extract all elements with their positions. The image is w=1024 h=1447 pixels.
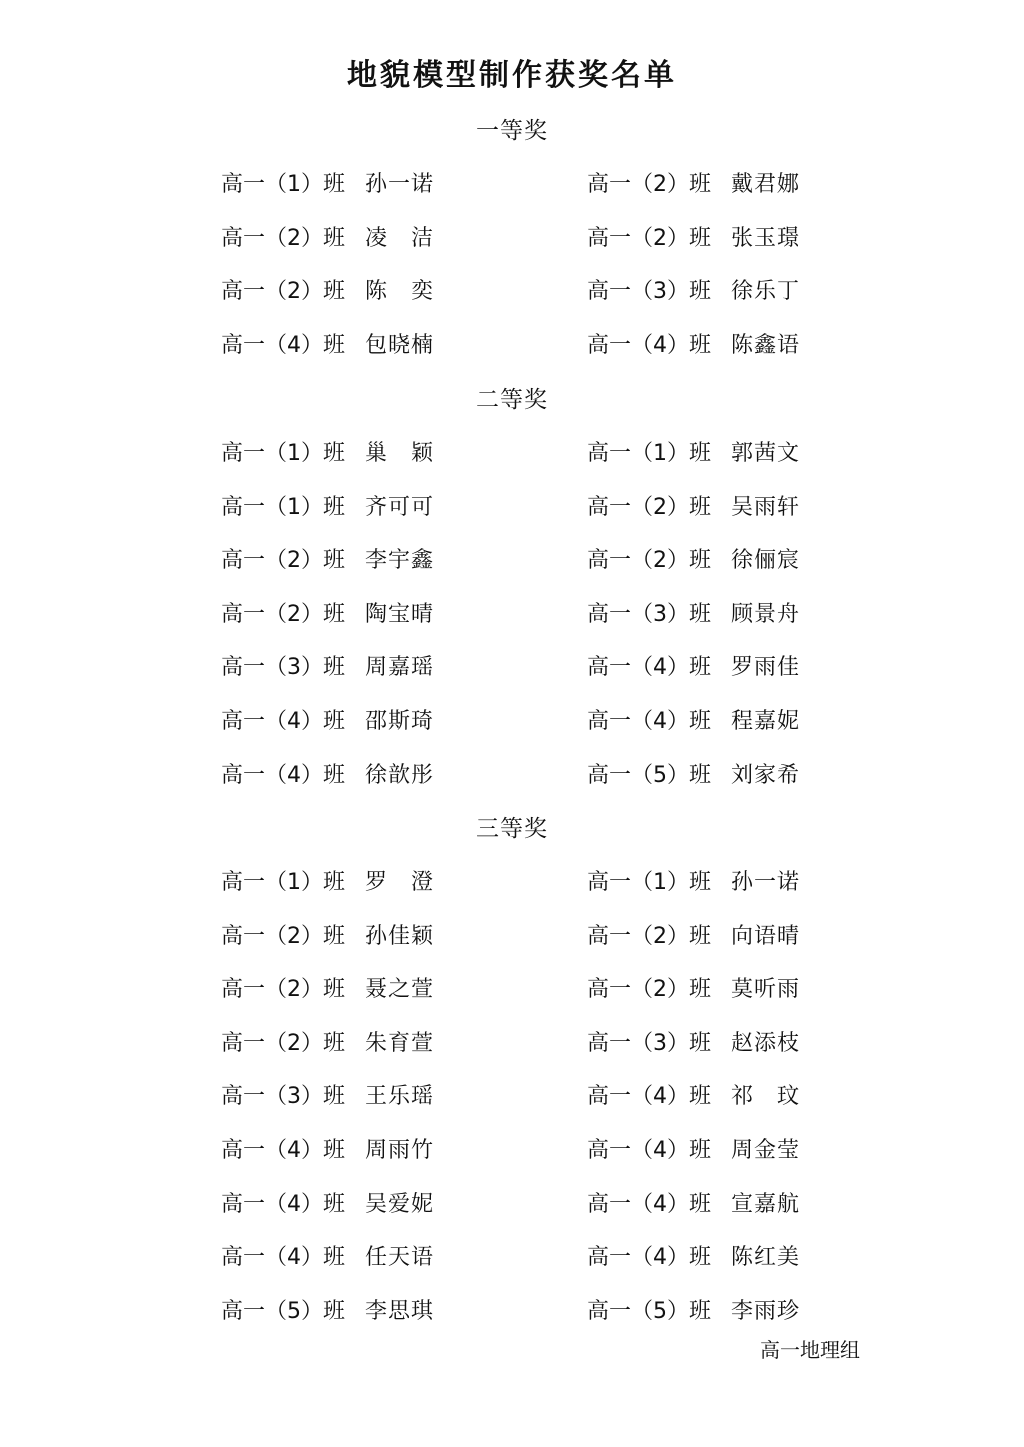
- winner-name: 孙佳颖: [365, 924, 435, 949]
- winner-name: 刘家希: [731, 763, 801, 788]
- winner-name: 祁 玟: [731, 1084, 801, 1109]
- winner-class: 高一（2）班: [587, 172, 711, 197]
- winner-entry: [221, 759, 434, 793]
- winner-name: 包晓楠: [365, 333, 435, 358]
- winner-class: 高一（4）班: [587, 333, 711, 358]
- winner-class: 高一（2）班: [221, 226, 345, 251]
- winner-entry: [587, 437, 800, 471]
- winner-name: 向语晴: [731, 924, 801, 949]
- winner-entry: [587, 1027, 800, 1061]
- winner-class: 高一（4）班: [221, 1245, 345, 1270]
- winner-class: 高一（4）班: [221, 1138, 345, 1163]
- winner-class: 高一（2）班: [587, 226, 711, 251]
- winner-entry: [221, 973, 434, 1007]
- winner-name: 李宇鑫: [365, 548, 435, 573]
- winner-name: 戴君娜: [731, 172, 801, 197]
- winner-class: 高一（1）班: [221, 870, 345, 895]
- winner-entry: [221, 275, 434, 309]
- winner-name: 巢 颖: [365, 441, 435, 466]
- third-prize-heading: 三等奖: [476, 816, 548, 842]
- winner-class: 高一（5）班: [587, 763, 711, 788]
- winner-class: 高一（5）班: [221, 1299, 345, 1324]
- winner-name: 周嘉瑶: [365, 655, 435, 680]
- winner-entry: [587, 598, 800, 632]
- winner-entry: [587, 651, 800, 685]
- winner-entry: [221, 866, 434, 900]
- winner-name: 陈 奕: [365, 279, 435, 304]
- winner-name: 陈红美: [731, 1245, 801, 1270]
- winner-entry: [221, 491, 434, 525]
- winner-class: 高一（1）班: [221, 441, 345, 466]
- winner-entry: [587, 222, 800, 256]
- winner-class: 高一（1）班: [587, 441, 711, 466]
- winner-name: 程嘉妮: [731, 709, 801, 734]
- winner-name: 莫听雨: [731, 977, 801, 1002]
- winner-name: 李思琪: [365, 1299, 435, 1324]
- winner-name: 周金莹: [731, 1138, 801, 1163]
- winner-class: 高一（1）班: [221, 172, 345, 197]
- second-prize-heading: 二等奖: [476, 387, 548, 413]
- winner-entry: [587, 920, 800, 954]
- winner-class: 高一（4）班: [587, 709, 711, 734]
- winner-entry: [221, 1027, 434, 1061]
- winner-class: 高一（1）班: [221, 495, 345, 520]
- winner-entry: [221, 437, 434, 471]
- winner-name: 顾景舟: [731, 602, 801, 627]
- winner-name: 陶宝晴: [365, 602, 435, 627]
- winner-name: 张玉璟: [731, 226, 801, 251]
- winner-class: 高一（2）班: [221, 977, 345, 1002]
- winner-class: 高一（2）班: [221, 924, 345, 949]
- winner-name: 郭茜文: [731, 441, 801, 466]
- winner-entry: [221, 920, 434, 954]
- winner-class: 高一（4）班: [587, 1084, 711, 1109]
- winner-class: 高一（3）班: [221, 1084, 345, 1109]
- winner-entry: [221, 1134, 434, 1168]
- winner-name: 孙一诺: [731, 870, 801, 895]
- winner-name: 吴雨轩: [731, 495, 801, 520]
- winner-class: 高一（2）班: [221, 548, 345, 573]
- winner-name: 齐可可: [365, 495, 435, 520]
- page-title: 地貌模型制作获奖名单: [347, 58, 677, 93]
- winner-class: 高一（4）班: [221, 763, 345, 788]
- winner-class: 高一（4）班: [587, 1245, 711, 1270]
- winner-class: 高一（2）班: [221, 1031, 345, 1056]
- winner-name: 周雨竹: [365, 1138, 435, 1163]
- winner-entry: [221, 651, 434, 685]
- winner-entry: [221, 1241, 434, 1275]
- winner-class: 高一（2）班: [587, 924, 711, 949]
- winner-entry: [587, 973, 800, 1007]
- winner-class: 高一（3）班: [587, 1031, 711, 1056]
- winner-name: 罗 澄: [365, 870, 435, 895]
- winner-class: 高一（2）班: [221, 279, 345, 304]
- winner-entry: [587, 1134, 800, 1168]
- winner-entry: [587, 866, 800, 900]
- first-prize-heading: 一等奖: [476, 118, 548, 144]
- winner-entry: [587, 1241, 800, 1275]
- winner-class: 高一（5）班: [587, 1299, 711, 1324]
- winner-class: 高一（4）班: [587, 1138, 711, 1163]
- winner-name: 徐俪宸: [731, 548, 801, 573]
- winner-entry: [221, 329, 434, 363]
- winner-name: 罗雨佳: [731, 655, 801, 680]
- winner-class: 高一（2）班: [587, 548, 711, 573]
- winner-class: 高一（4）班: [221, 1192, 345, 1217]
- winner-entry: [587, 491, 800, 525]
- winner-entry: [221, 222, 434, 256]
- winner-entry: [221, 1080, 434, 1114]
- winner-class: 高一（4）班: [221, 709, 345, 734]
- winner-name: 朱育萱: [365, 1031, 435, 1056]
- winner-entry: [221, 168, 434, 202]
- winner-name: 凌 洁: [365, 226, 435, 251]
- winner-name: 邵斯琦: [365, 709, 435, 734]
- winner-class: 高一（2）班: [221, 602, 345, 627]
- winner-class: 高一（4）班: [587, 655, 711, 680]
- winner-name: 李雨珍: [731, 1299, 801, 1324]
- winner-name: 徐乐丁: [731, 279, 801, 304]
- winner-name: 宣嘉航: [731, 1192, 801, 1217]
- winner-class: 高一（4）班: [221, 333, 345, 358]
- winner-entry: [221, 705, 434, 739]
- winner-entry: [587, 329, 800, 363]
- winner-name: 孙一诺: [365, 172, 435, 197]
- winner-name: 陈鑫语: [731, 333, 801, 358]
- winner-entry: [587, 1188, 800, 1222]
- winner-entry: [221, 598, 434, 632]
- winner-class: 高一（1）班: [587, 870, 711, 895]
- winner-entry: [587, 759, 800, 793]
- winner-name: 吴爱妮: [365, 1192, 435, 1217]
- winner-entry: [587, 705, 800, 739]
- winner-name: 聂之萱: [365, 977, 435, 1002]
- winner-entry: [221, 1188, 434, 1222]
- winner-class: 高一（2）班: [587, 495, 711, 520]
- winner-entry: [587, 544, 800, 578]
- winner-entry: [587, 275, 800, 309]
- winner-entry: [587, 1295, 800, 1329]
- winner-entry: [221, 1295, 434, 1329]
- winner-class: 高一（2）班: [587, 977, 711, 1002]
- winner-class: 高一（3）班: [587, 602, 711, 627]
- winner-class: 高一（3）班: [221, 655, 345, 680]
- winner-entry: [221, 544, 434, 578]
- winner-class: 高一（3）班: [587, 279, 711, 304]
- winner-entry: [587, 168, 800, 202]
- winner-entry: [587, 1080, 800, 1114]
- winner-name: 王乐瑶: [365, 1084, 435, 1109]
- winner-name: 任天语: [365, 1245, 435, 1270]
- winner-class: 高一（4）班: [587, 1192, 711, 1217]
- winner-name: 赵添枝: [731, 1031, 801, 1056]
- winner-name: 徐歆彤: [365, 763, 435, 788]
- signature: 高一地理组: [760, 1338, 860, 1362]
